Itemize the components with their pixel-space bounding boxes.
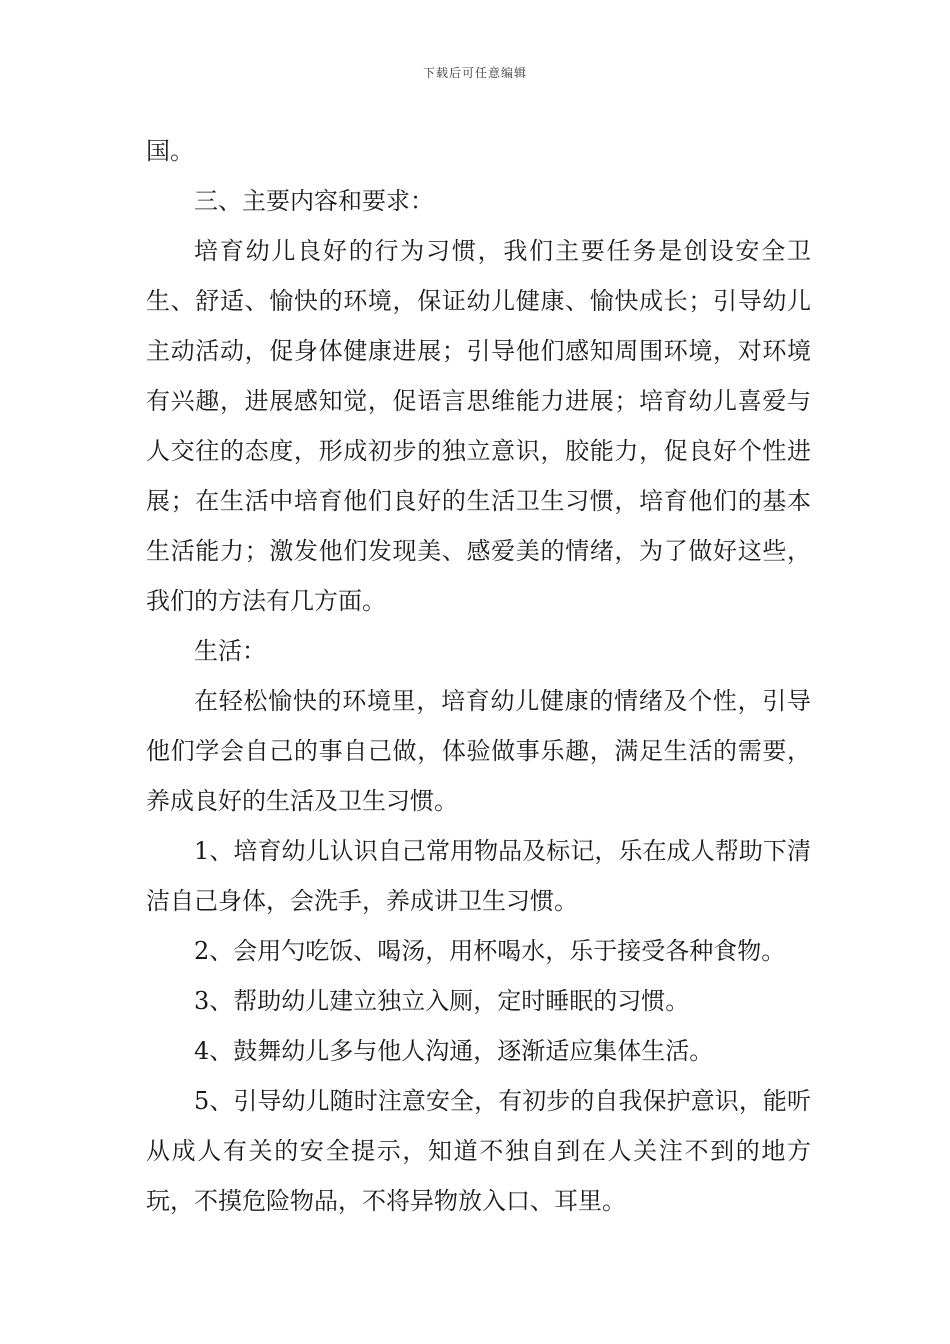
section-heading: 三、主要内容和要求： xyxy=(194,187,434,215)
list-item-4: 4、鼓舞幼儿多与他人沟通，逐渐适应集体生活。 xyxy=(194,1037,714,1065)
paragraph-main-tasks: 培育幼儿良好的行为习惯，我们主要任务是创设安全卫生、舒适、愉快的环境，保证幼儿健康、愉快成长；引导幼儿主动活动，促身体健康进展；引导他们感知周围环境，对环境有兴趣，进展感知觉，促语言思维能力进展；培育幼儿喜爱与人交往的态度，形成初步的独立意识，胶能力，促良好个性进展；在生活中培育他们良好的生活卫生习惯，培育他们的基本生活能力；激发他们发现美、感爱美的情绪，为了做好这些，我们的方法有几方面。 xyxy=(146,237,811,615)
paragraph-life-intro: 在轻松愉快的环境里，培育幼儿健康的情绪及个性，引导他们学会自己的事自己做，体验做事乐趣，满足生活的需要，养成良好的生活及卫生习惯。 xyxy=(146,687,811,815)
list-item-2: 2、会用勺吃饭、喝汤，用杯喝水，乐于接受各种食物。 xyxy=(194,937,786,965)
document-body xyxy=(146,126,811,1226)
page-header: 下载后可任意编辑 xyxy=(422,66,527,80)
list-item-1: 1、培育幼儿认识自己常用物品及标记，乐在成人帮助下清洁自己身体，会洗手，养成讲卫生习惯。 xyxy=(146,837,811,915)
list-item-5: 5、引导幼儿随时注意安全，有初步的自我保护意识，能听从成人有关的安全提示，知道不独自到在人关注不到的地方玩，不摸危险物品，不将异物放入口、耳里。 xyxy=(146,1087,811,1215)
subsection-heading-life: 生活： xyxy=(194,637,266,665)
list-item-3: 3、帮助幼儿建立独立入厕，定时睡眠的习惯。 xyxy=(194,987,690,1015)
paragraph-continuation: 国。 xyxy=(146,137,194,165)
